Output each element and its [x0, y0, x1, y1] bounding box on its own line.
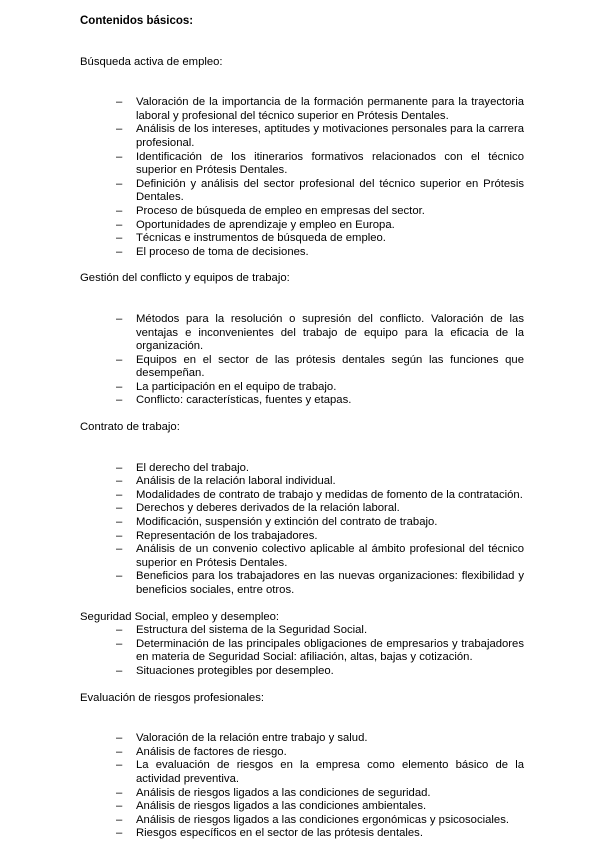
dash-bullet: –: [116, 570, 123, 583]
list-item: [80, 232, 524, 246]
list-item: [80, 246, 524, 260]
section-heading: Búsqueda activa de empleo:: [80, 55, 223, 68]
list-item: [80, 543, 524, 570]
section-heading: Seguridad Social, empleo y desempleo:: [80, 610, 280, 623]
dash-bullet: –: [116, 502, 123, 515]
bullet-list: [80, 732, 524, 841]
dash-bullet: –: [116, 488, 123, 501]
list-item-text: Análisis de la relación laboral individual.: [136, 475, 336, 488]
dash-bullet: –: [116, 664, 123, 677]
list-item-text: Equipos en el sector de las prótesis dentales según las funciones que desempeñan.: [136, 353, 524, 380]
bullet-list: [80, 462, 524, 598]
dash-bullet: –: [116, 461, 123, 474]
dash-bullet: –: [116, 516, 123, 529]
list-item: [80, 516, 524, 530]
list-item-text: La evaluación de riesgos en la empresa como elemento básico de la actividad preventiva.: [136, 759, 524, 785]
list-item-text: Situaciones protegibles por desempleo.: [136, 664, 334, 677]
list-item: [80, 759, 524, 786]
dash-bullet: –: [116, 245, 123, 258]
dash-bullet: –: [116, 813, 123, 826]
dash-bullet: –: [116, 123, 123, 136]
section-busqueda-empleo: [80, 56, 524, 260]
list-item: [80, 178, 524, 205]
list-item-text: Modificación, suspensión y extinción del contrato de trabajo.: [136, 516, 438, 529]
list-item: [80, 814, 524, 828]
dash-bullet: –: [116, 380, 123, 393]
list-item-text: Derechos y deberes derivados de la relación laboral.: [136, 502, 400, 515]
list-item: [80, 530, 524, 544]
list-item: [80, 800, 524, 814]
list-item-text: Definición y análisis del sector profesional del técnico superior en Prótesis Dentales.: [136, 177, 524, 204]
list-item: [80, 665, 524, 679]
list-item-text: Análisis de riesgos ligados a las condiciones de seguridad.: [136, 786, 431, 799]
dash-bullet: –: [116, 475, 123, 488]
list-item-text: Oportunidades de aprendizaje y empleo en Europa.: [136, 218, 395, 231]
dash-bullet: –: [116, 218, 123, 231]
bullet-list: [80, 313, 524, 408]
list-item-text: Valoración de la relación entre trabajo y salud.: [136, 732, 368, 745]
list-item-text: Identificación de los itinerarios formativos relacionados con el técnico superior en Prótesis Dentales.: [136, 150, 524, 177]
bullet-list: [80, 96, 524, 259]
dash-bullet: –: [116, 732, 123, 745]
document-page: [80, 15, 524, 854]
dash-bullet: –: [116, 177, 123, 190]
list-item-text: Representación de los trabajadores.: [136, 529, 318, 542]
dash-bullet: –: [116, 759, 123, 772]
list-item: [80, 489, 524, 503]
list-item: [80, 381, 524, 395]
list-item-text: Métodos para la resolución o supresión del conflicto. Valoración de las ventajas e inconvenientes del trabajo de equipo para la eficacia de la organización.: [136, 312, 524, 353]
dash-bullet: –: [116, 353, 123, 366]
list-item: [80, 624, 524, 638]
list-item-text: Análisis de los intereses, aptitudes y motivaciones personales para la carrera profesional.: [136, 123, 524, 149]
list-item: [80, 96, 524, 123]
list-item: [80, 394, 524, 408]
list-item: [80, 502, 524, 516]
list-item: [80, 205, 524, 219]
list-item: [80, 638, 524, 665]
list-item-text: Análisis de factores de riesgo.: [136, 745, 287, 758]
bullet-list: [80, 624, 524, 678]
section-seguridad-social: [80, 611, 524, 679]
section-heading: Gestión del conflicto y equipos de trabajo:: [80, 272, 290, 285]
dash-bullet: –: [116, 394, 123, 407]
dash-bullet: –: [116, 624, 123, 637]
list-item-text: Beneficios para los trabajadores en las nuevas organizaciones: flexibilidad y beneficios sociales, entre otros.: [136, 570, 524, 596]
dash-bullet: –: [116, 786, 123, 799]
list-item: [80, 462, 524, 476]
list-item-text: La participación en el equipo de trabajo.: [136, 380, 337, 393]
list-item: [80, 827, 524, 841]
list-item-text: Modalidades de contrato de trabajo y medidas de fomento de la contratación.: [136, 488, 523, 501]
section-heading: Evaluación de riesgos profesionales:: [80, 691, 264, 704]
list-item-text: Análisis de riesgos ligados a las condiciones ambientales.: [136, 800, 427, 813]
list-item: [80, 746, 524, 760]
dash-bullet: –: [116, 150, 123, 163]
list-item: [80, 354, 524, 381]
list-item: [80, 123, 524, 150]
dash-bullet: –: [116, 800, 123, 813]
list-item: [80, 151, 524, 178]
list-item-text: Estructura del sistema de la Seguridad Social.: [136, 624, 368, 637]
dash-bullet: –: [116, 637, 123, 650]
list-item: [80, 313, 524, 354]
section-heading: Contrato de trabajo:: [80, 421, 180, 434]
list-item: [80, 219, 524, 233]
list-item: [80, 570, 524, 597]
list-item-text: Técnicas e instrumentos de búsqueda de empleo.: [136, 232, 386, 245]
section-contrato-trabajo: [80, 421, 524, 598]
list-item-text: Valoración de la importancia de la formación permanente para la trayectoria laboral y profesional del técnico superior en Prótesis Dentales.: [136, 96, 524, 122]
list-item-text: Análisis de riesgos ligados a las condiciones ergonómicas y psicosociales.: [136, 813, 509, 826]
dash-bullet: –: [116, 232, 123, 245]
list-item: [80, 732, 524, 746]
section-gestion-conflicto: [80, 272, 524, 408]
list-item-text: Determinación de las principales obligaciones de empresarios y trabajadores en materia de Seguridad Social: afiliación, altas, bajas y cotización.: [136, 637, 524, 664]
list-item-text: Proceso de búsqueda de empleo en empresas del sector.: [136, 204, 425, 217]
dash-bullet: –: [116, 543, 123, 556]
list-item-text: Conflicto: características, fuentes y etapas.: [136, 394, 352, 407]
dash-bullet: –: [116, 827, 123, 840]
list-item-text: Riesgos específicos en el sector de las prótesis dentales.: [136, 827, 423, 840]
section-evaluacion-riesgos: [80, 692, 524, 841]
dash-bullet: –: [116, 529, 123, 542]
dash-bullet: –: [116, 204, 123, 217]
list-item-text: El proceso de toma de decisiones.: [136, 245, 309, 258]
list-item-text: Análisis de un convenio colectivo aplicable al ámbito profesional del técnico superior en Prótesis Dentales.: [136, 543, 524, 569]
dash-bullet: –: [116, 96, 123, 109]
list-item-text: El derecho del trabajo.: [136, 461, 250, 474]
list-item: [80, 787, 524, 801]
document-title: Contenidos básicos:: [80, 15, 194, 27]
dash-bullet: –: [116, 745, 123, 758]
dash-bullet: –: [116, 312, 123, 325]
list-item: [80, 475, 524, 489]
